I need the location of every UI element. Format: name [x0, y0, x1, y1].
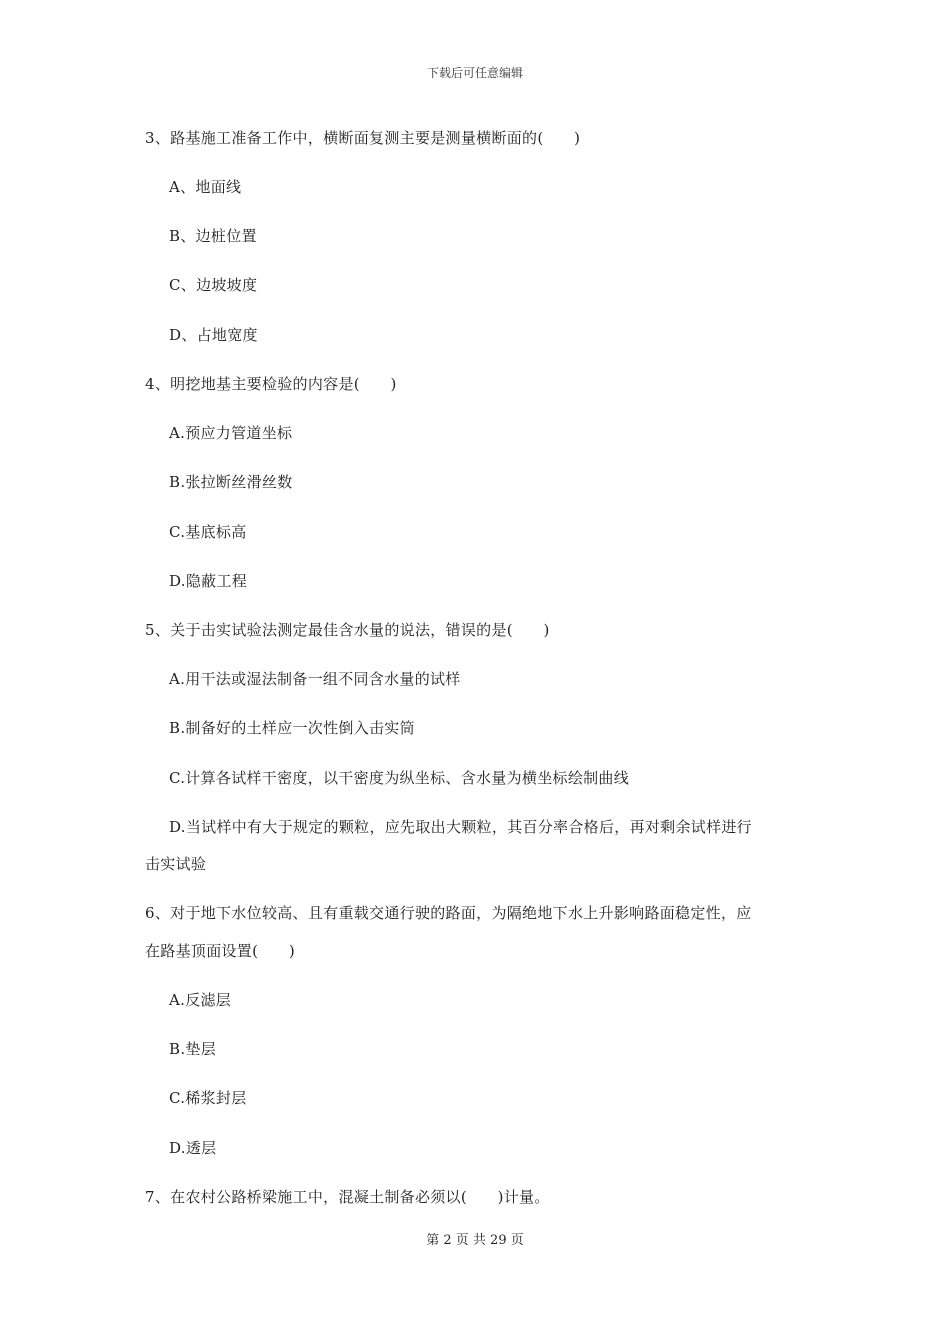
question-6-option-a: A.反滤层 [169, 991, 232, 1009]
question-4-option-d: D.隐蔽工程 [169, 572, 248, 590]
question-5-option-c: C.计算各试样干密度，以干密度为纵坐标、含水量为横坐标绘制曲线 [169, 769, 630, 787]
question-3-stem: 3、路基施工准备工作中，横断面复测主要是测量横断面的( ) [145, 129, 581, 147]
question-5-option-b: B.制备好的土样应一次性倒入击实筒 [169, 719, 415, 737]
page-header: 下载后可任意编辑 [426, 66, 523, 80]
question-6-option-c: C.稀浆封层 [169, 1089, 247, 1107]
question-3-option-c: C、边坡坡度 [169, 276, 258, 294]
question-6-stem: 6、对于地下水位较高、且有重载交通行驶的路面，为隔绝地下水上升影响路面稳定性，应 [145, 904, 752, 922]
question-6-stem-continuation: 在路基顶面设置( ) [145, 942, 296, 960]
question-6-option-b: B.垫层 [169, 1040, 216, 1058]
question-5-option-a: A.用干法或湿法制备一组不同含水量的试样 [169, 670, 461, 688]
question-3-option-a: A、地面线 [169, 178, 242, 196]
question-7-stem: 7、在农村公路桥梁施工中，混凝土制备必须以( )计量。 [145, 1188, 550, 1206]
question-4-option-b: B.张拉断丝滑丝数 [169, 473, 293, 491]
question-5-option-d-continuation: 击实试验 [145, 855, 207, 873]
question-3-option-b: B、边桩位置 [169, 227, 257, 245]
question-5-stem: 5、关于击实试验法测定最佳含水量的说法，错误的是( ) [145, 621, 550, 639]
question-3-option-d: D、占地宽度 [169, 326, 258, 344]
question-5-option-d: D.当试样中有大于规定的颗粒，应先取出大颗粒，其百分率合格后，再对剩余试样进行 [169, 818, 752, 836]
page-footer: 第 2 页 共 29 页 [426, 1233, 524, 1248]
question-4-option-c: C.基底标高 [169, 523, 247, 541]
question-4-option-a: A.预应力管道坐标 [169, 424, 293, 442]
question-4-stem: 4、明挖地基主要检验的内容是( ) [145, 375, 397, 393]
question-6-option-d: D.透层 [169, 1139, 217, 1157]
